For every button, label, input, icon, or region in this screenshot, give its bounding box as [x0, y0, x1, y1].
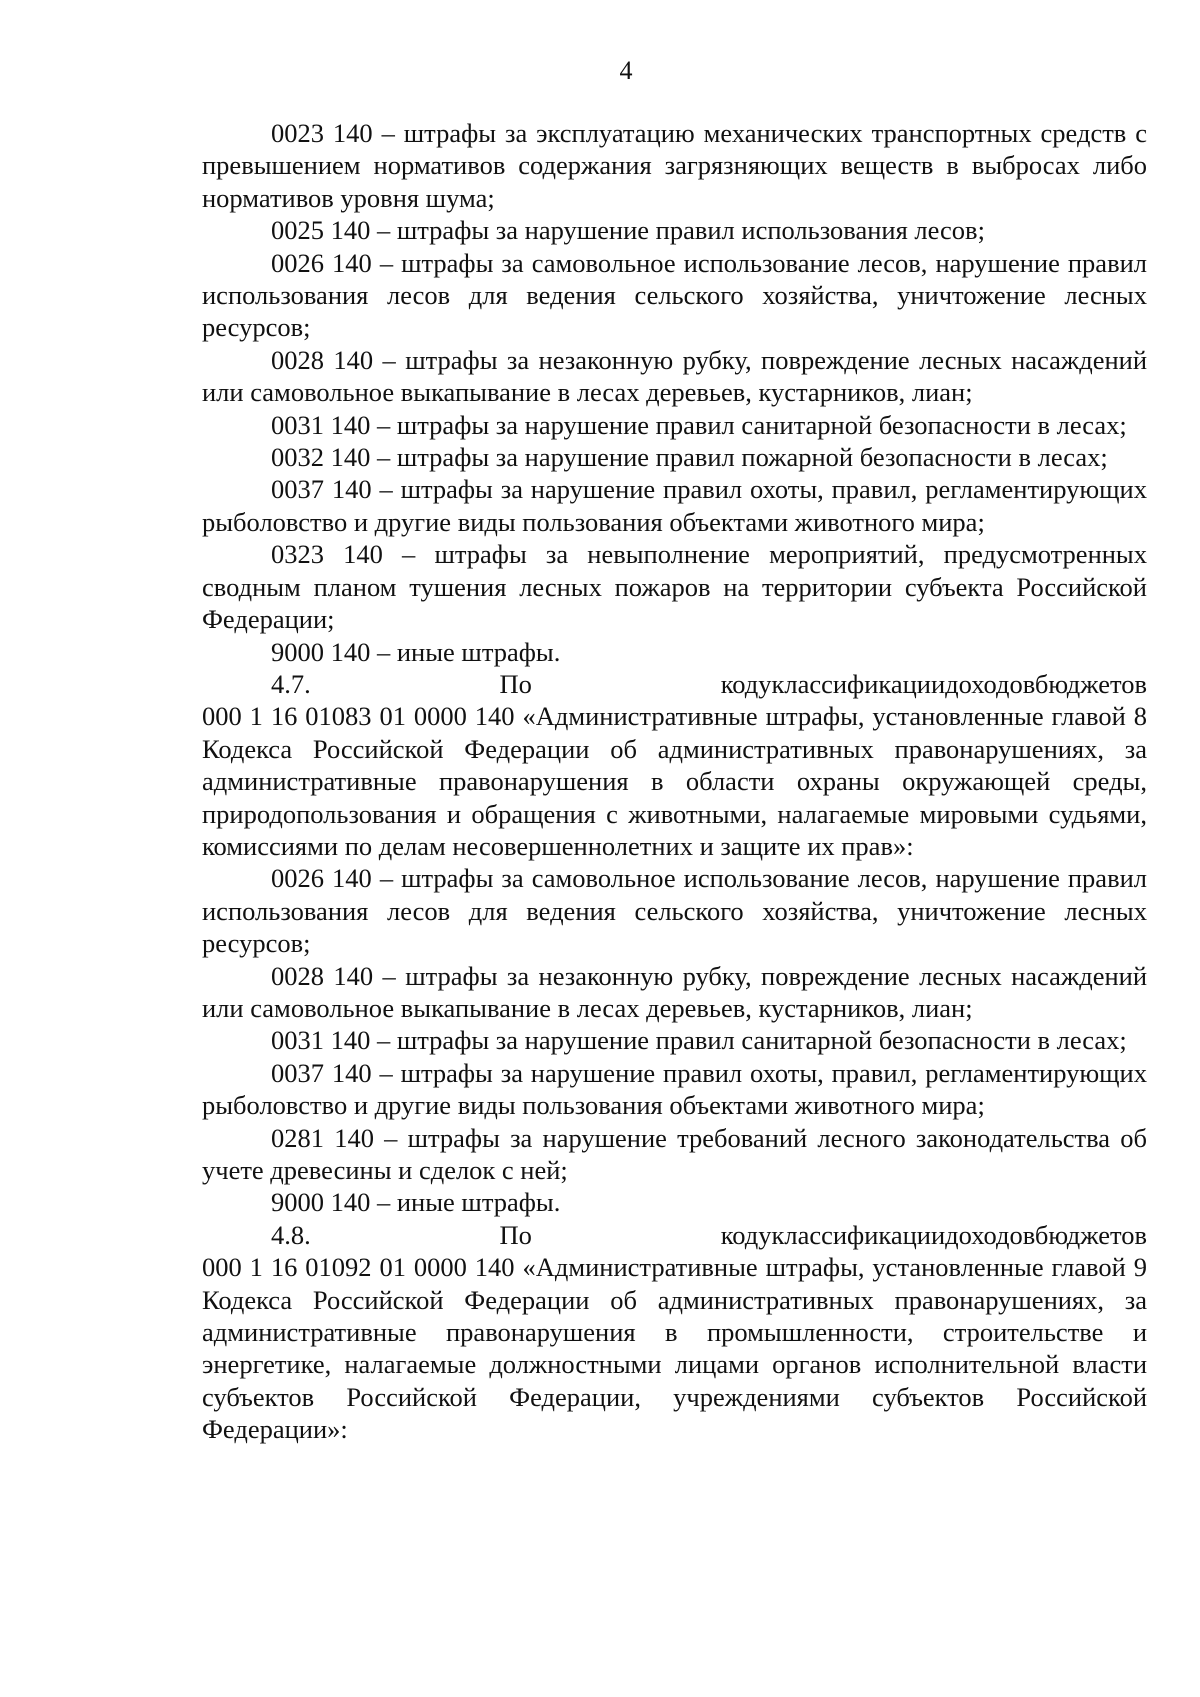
section-4-7-text: 000 1 16 01083 01 0000 140 «Административные штрафы, установленные главой 8 Кодекса Российской Федерации об административных правонарушениях, за административные правонарушения в области охраны окружающей среды, природопользования и обращения с животными, налагаемые мировыми судьями, комиссиями по делам несовершеннолетних и защите их прав»: [202, 701, 1154, 861]
section-4-8-heading: 4.8. По кодуклассификациидоходовбюджетов [271, 1219, 1147, 1250]
paragraph-0037-b: 0037 140 – штрафы за нарушение правил охоты, правил, регламентирующих рыболовство и другие виды пользования объектами животного мира; [202, 1057, 1154, 1121]
section-4-8-text: 000 1 16 01092 01 0000 140 «Административные штрафы, установленные главой 9 Кодекса Российской Федерации об административных правонарушениях, за административные правонарушения в промышленности, строительстве и энергетике, налагаемые должностными лицами органов исполнительной власти субъектов Российской Федерации, учреждениями субъектов Российской Федерации»: [202, 1252, 1154, 1445]
paragraph-0032: 0032 140 – штрафы за нарушение правил пожарной безопасности в лесах; [271, 442, 1108, 473]
paragraph-0025: 0025 140 – штрафы за нарушение правил использования лесов; [271, 215, 985, 246]
paragraph-0323: 0323 140 – штрафы за невыполнение мероприятий, предусмотренных сводным планом тушения лесных пожаров на территории субъекта Российской Федерации; [202, 539, 1154, 635]
document-body [202, 117, 1154, 1446]
paragraph-0031-b: 0031 140 – штрафы за нарушение правил санитарной безопасности в лесах; [271, 1025, 1127, 1056]
paragraph-0028: 0028 140 – штрафы за незаконную рубку, повреждение лесных насаждений или самовольное выкапывание в лесах деревьев, кустарников, лиан; [202, 344, 1154, 408]
page-number: 4 [619, 56, 633, 85]
paragraph-0028-b: 0028 140 – штрафы за незаконную рубку, повреждение лесных насаждений или самовольное выкапывание в лесах деревьев, кустарников, лиан; [202, 960, 1154, 1023]
paragraph-9000-b: 9000 140 – иные штрафы. [271, 1187, 561, 1218]
paragraph-0026-b: 0026 140 – штрафы за самовольное использование лесов, нарушение правил использования лесов для ведения сельского хозяйства, уничтожение лесных ресурсов; [202, 863, 1154, 959]
paragraph-9000: 9000 140 – иные штрафы. [271, 636, 561, 667]
paragraph-0281: 0281 140 – штрафы за нарушение требований лесного законодательства об учете древесины и сделок с ней; [202, 1122, 1154, 1185]
paragraph-0031: 0031 140 – штрафы за нарушение правил санитарной безопасности в лесах; [271, 409, 1127, 440]
paragraph-0037: 0037 140 – штрафы за нарушение правил охоты, правил, регламентирующих рыболовство и другие виды пользования объектами животного мира; [202, 474, 1154, 537]
paragraph-0026: 0026 140 – штрафы за самовольное использование лесов, нарушение правил использования лесов для ведения сельского хозяйства, уничтожение лесных ресурсов; [202, 247, 1154, 343]
paragraph-0023: 0023 140 – штрафы за эксплуатацию механических транспортных средств с превышением нормативов содержания загрязняющих веществ в выбросах либо нормативов уровня шума; [202, 118, 1154, 213]
section-4-7-heading: 4.7. По кодуклассификациидоходовбюджетов [271, 668, 1147, 699]
